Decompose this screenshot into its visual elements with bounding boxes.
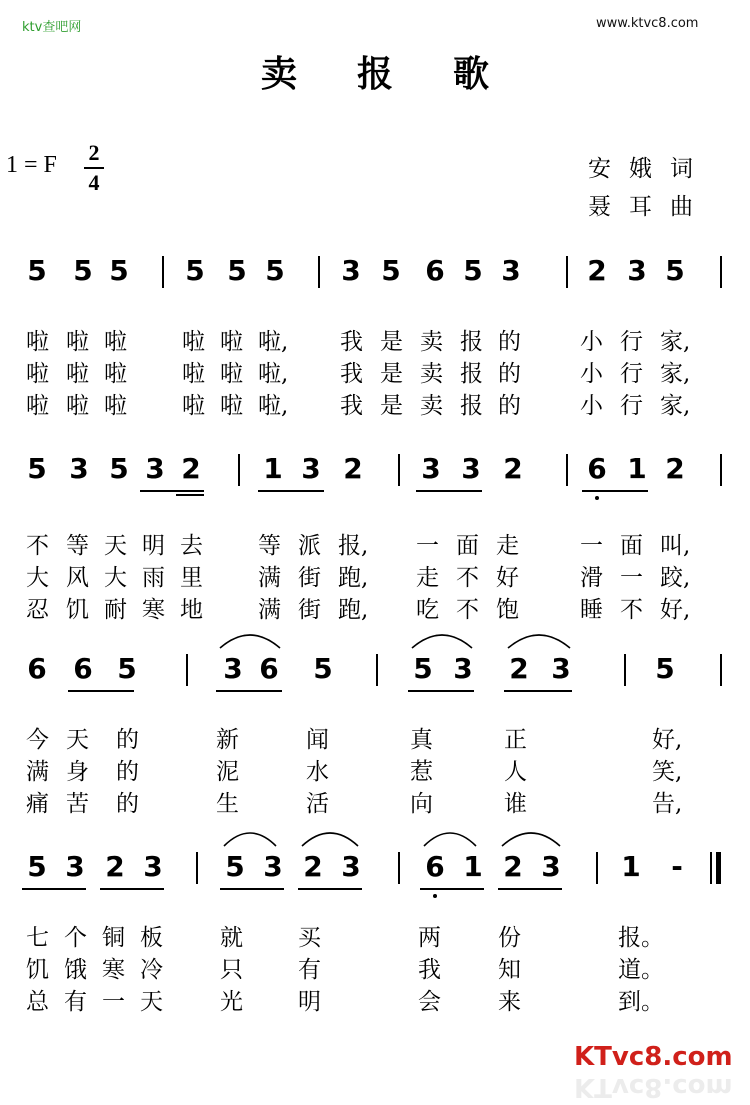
lyric-char: 忍: [26, 597, 49, 623]
lyric-char: 跑,: [338, 597, 369, 623]
lyric-char: 小: [580, 393, 603, 419]
note: 3: [263, 850, 283, 883]
lyric-char: 报: [460, 329, 483, 355]
note-dash: -: [671, 850, 683, 883]
lyric-char: 满: [258, 565, 281, 591]
lyric-char: 啦: [104, 329, 127, 355]
lyric-char: 买: [298, 925, 321, 951]
lyric-char: 总: [26, 989, 49, 1015]
site-watermark-right: www.ktvc8.com: [596, 16, 699, 31]
lyric-char: 就: [220, 925, 243, 951]
lyric-char: 份: [498, 925, 521, 951]
lyric-char: 滑: [580, 565, 603, 591]
underline: [582, 490, 648, 492]
lyric-char: 小: [580, 329, 603, 355]
lyric-char: 痛: [26, 791, 49, 817]
lyric-char: 大: [26, 565, 49, 591]
lyric-char: 睡: [580, 597, 603, 623]
bar-line: [162, 256, 164, 288]
note: 5: [27, 850, 47, 883]
lyric-char: 啦: [104, 361, 127, 387]
lyric-char: 天: [140, 989, 163, 1015]
lyric-char: 会: [418, 989, 441, 1015]
lyric-char: 啦: [66, 329, 89, 355]
lyric-char: 我: [340, 393, 363, 419]
lyric-char: 饥: [26, 957, 49, 983]
lyric-char: 两: [418, 925, 441, 951]
lyric-char: 等: [66, 533, 89, 559]
lyric-char: 一: [102, 989, 125, 1015]
lyric-char: 一: [416, 533, 439, 559]
lyric-char: 的: [116, 759, 139, 785]
note: 6: [27, 652, 47, 685]
note: 5: [227, 254, 247, 287]
note: 6: [587, 452, 607, 485]
lyric-char: 水: [306, 759, 329, 785]
note: 3: [541, 850, 561, 883]
song-title: 卖报歌: [260, 54, 549, 95]
lyric-char: 跑,: [338, 565, 369, 591]
slur-mark: [300, 826, 360, 848]
lyric-char: 到。: [618, 989, 664, 1015]
note: 5: [73, 254, 93, 287]
lyric-char: 我: [340, 361, 363, 387]
note: 1: [463, 850, 483, 883]
bar-line: [566, 256, 568, 288]
note: 2: [587, 254, 607, 287]
bar-line: [566, 454, 568, 486]
lyric-char: 正: [504, 727, 527, 753]
lyric-char: 啦: [220, 361, 243, 387]
lyric-char: 铜: [102, 925, 125, 951]
lyric-char: 好: [496, 565, 519, 591]
low-octave-dot: [433, 894, 437, 898]
lyric-char: 生: [216, 791, 239, 817]
slur-mark: [410, 628, 474, 650]
site-watermark-left: ktv查吧网: [22, 20, 82, 35]
lyric-char: 我: [340, 329, 363, 355]
note: 1: [621, 850, 641, 883]
lyric-char: 饿: [64, 957, 87, 983]
note: 5: [381, 254, 401, 287]
lyric-char: 啦: [104, 393, 127, 419]
note: 5: [117, 652, 137, 685]
lyric-char: 啦: [182, 393, 205, 419]
bar-line: [710, 852, 712, 884]
lyric-char: 个: [64, 925, 87, 951]
lyric-char: 啦: [182, 361, 205, 387]
note: 5: [413, 652, 433, 685]
note: 5: [463, 254, 483, 287]
lyric-char: 冷: [140, 957, 163, 983]
note: 5: [655, 652, 675, 685]
lyricist-credit: 安娥词: [588, 156, 711, 182]
lyric-char: 啦,: [258, 393, 289, 419]
underline: [22, 888, 86, 890]
lyric-char: 饥: [66, 597, 89, 623]
lyric-char: 七: [26, 925, 49, 951]
lyric-char: 板: [140, 925, 163, 951]
lyric-char: 啦: [66, 361, 89, 387]
underline: [220, 888, 284, 890]
lyric-char: 走: [496, 533, 519, 559]
lyric-char: 里: [180, 565, 203, 591]
note: 2: [665, 452, 685, 485]
lyric-char: 派: [298, 533, 321, 559]
composer-credit: 聂耳曲: [588, 194, 711, 220]
note: 3: [69, 452, 89, 485]
lyric-char: 有: [64, 989, 87, 1015]
time-signature-top: 2: [88, 140, 100, 165]
lyric-char: 身: [66, 759, 89, 785]
lyric-char: 报: [460, 361, 483, 387]
lyric-char: 小: [580, 361, 603, 387]
note: 2: [303, 850, 323, 883]
lyric-char: 的: [498, 393, 521, 419]
lyric-char: 告,: [652, 791, 683, 817]
underline: [68, 690, 134, 692]
note: 6: [73, 652, 93, 685]
lyric-char: 真: [410, 727, 433, 753]
lyric-char: 家,: [660, 329, 691, 355]
note: 5: [27, 254, 47, 287]
note: 2: [509, 652, 529, 685]
lyric-char: 行: [620, 329, 643, 355]
final-bar-line: [716, 852, 721, 884]
lyric-char: 行: [620, 361, 643, 387]
lyric-char: 是: [380, 329, 403, 355]
note: 5: [265, 254, 285, 287]
note: 3: [223, 652, 243, 685]
slur-mark: [222, 826, 278, 848]
lyric-char: 报: [460, 393, 483, 419]
lyric-char: 光: [220, 989, 243, 1015]
underline: [408, 690, 474, 692]
lyric-char: 一: [620, 565, 643, 591]
note: 6: [425, 850, 445, 883]
lyric-char: 寒: [142, 597, 165, 623]
lyric-char: 街: [298, 565, 321, 591]
lyric-char: 不: [456, 565, 479, 591]
bar-line: [624, 654, 626, 686]
notation-row-2: [0, 452, 750, 492]
bar-line: [720, 256, 722, 288]
lyric-char: 是: [380, 361, 403, 387]
lyric-char: 新: [216, 727, 239, 753]
lyric-char: 笑,: [652, 759, 683, 785]
note: 5: [225, 850, 245, 883]
bar-line: [196, 852, 198, 884]
underline: [504, 690, 572, 692]
underline: [140, 490, 204, 492]
lyric-char: 去: [180, 533, 203, 559]
lyric-char: 不: [26, 533, 49, 559]
lyric-char: 雨: [142, 565, 165, 591]
lyric-char: 家,: [660, 361, 691, 387]
note: 3: [551, 652, 571, 685]
note: 6: [425, 254, 445, 287]
lyric-char: 啦: [182, 329, 205, 355]
lyric-char: 地: [180, 597, 203, 623]
lyric-char: 的: [116, 727, 139, 753]
lyric-char: 是: [380, 393, 403, 419]
lyric-char: 等: [258, 533, 281, 559]
lyric-char: 惹: [410, 759, 433, 785]
note: 2: [343, 452, 363, 485]
bar-line: [596, 852, 598, 884]
underline: [176, 494, 204, 496]
bar-line: [376, 654, 378, 686]
note: 5: [665, 254, 685, 287]
lyric-char: 好,: [660, 597, 691, 623]
lyric-char: 的: [498, 361, 521, 387]
lyric-char: 啦: [220, 393, 243, 419]
site-logo-reflection: KTvc8.com: [574, 1072, 733, 1102]
lyric-char: 有: [298, 957, 321, 983]
note: 2: [503, 452, 523, 485]
lyric-char: 向: [410, 791, 433, 817]
lyric-char: 行: [620, 393, 643, 419]
underline: [420, 888, 484, 890]
site-logo: KTvc8.com: [574, 1042, 733, 1072]
note: 2: [181, 452, 201, 485]
time-signature: [84, 140, 104, 196]
lyric-char: 泥: [216, 759, 239, 785]
lyric-char: 吃: [416, 597, 439, 623]
lyric-char: 啦,: [258, 329, 289, 355]
lyric-char: 面: [620, 533, 643, 559]
note: 1: [263, 452, 283, 485]
lyric-char: 来: [498, 989, 521, 1015]
lyric-char: 啦: [66, 393, 89, 419]
note: 3: [143, 850, 163, 883]
lyric-char: 不: [620, 597, 643, 623]
lyric-char: 啦: [220, 329, 243, 355]
lyric-char: 今: [26, 727, 49, 753]
lyric-char: 耐: [104, 597, 127, 623]
notation-row-4: [0, 850, 750, 890]
low-octave-dot: [595, 496, 599, 500]
note: 3: [341, 254, 361, 287]
note: 3: [65, 850, 85, 883]
note: 3: [341, 850, 361, 883]
lyric-char: 的: [116, 791, 139, 817]
time-signature-bottom: 4: [88, 170, 100, 195]
note: 5: [109, 452, 129, 485]
bar-line: [398, 852, 400, 884]
lyric-char: 寒: [102, 957, 125, 983]
lyric-char: 一: [580, 533, 603, 559]
note: 5: [27, 452, 47, 485]
note: 3: [145, 452, 165, 485]
slur-mark: [218, 628, 282, 650]
note: 5: [109, 254, 129, 287]
bar-line: [186, 654, 188, 686]
notation-row-1: [0, 254, 750, 294]
lyric-char: 我: [418, 957, 441, 983]
key-signature: 1 = F: [6, 152, 57, 178]
bar-line: [398, 454, 400, 486]
time-signature-line: [84, 167, 104, 169]
lyric-char: 面: [456, 533, 479, 559]
note: 5: [313, 652, 333, 685]
lyric-char: 的: [498, 329, 521, 355]
lyric-char: 风: [66, 565, 89, 591]
bar-line: [318, 256, 320, 288]
underline: [216, 690, 282, 692]
lyric-char: 卖: [420, 361, 443, 387]
underline: [416, 490, 482, 492]
lyric-char: 活: [306, 791, 329, 817]
lyric-char: 走: [416, 565, 439, 591]
lyric-char: 不: [456, 597, 479, 623]
lyric-char: 明: [142, 533, 165, 559]
underline: [258, 490, 324, 492]
note: 3: [461, 452, 481, 485]
lyric-char: 明: [298, 989, 321, 1015]
lyric-char: 啦,: [258, 361, 289, 387]
underline: [100, 888, 164, 890]
lyric-char: 报。: [618, 925, 664, 951]
note: 3: [501, 254, 521, 287]
lyric-char: 好,: [652, 727, 683, 753]
note: 3: [453, 652, 473, 685]
lyric-char: 闻: [306, 727, 329, 753]
bar-line: [238, 454, 240, 486]
bar-line: [720, 454, 722, 486]
note: 3: [627, 254, 647, 287]
note: 1: [627, 452, 647, 485]
note: 5: [185, 254, 205, 287]
lyric-char: 啦: [26, 329, 49, 355]
underline: [298, 888, 362, 890]
lyric-char: 卖: [420, 329, 443, 355]
note: 2: [503, 850, 523, 883]
lyric-char: 大: [104, 565, 127, 591]
bar-line: [720, 654, 722, 686]
lyric-char: 街: [298, 597, 321, 623]
lyric-char: 报,: [338, 533, 369, 559]
lyric-char: 啦: [26, 393, 49, 419]
lyric-char: 道。: [618, 957, 664, 983]
lyric-char: 跤,: [660, 565, 691, 591]
lyric-char: 卖: [420, 393, 443, 419]
lyric-char: 啦: [26, 361, 49, 387]
note: 6: [259, 652, 279, 685]
note: 3: [421, 452, 441, 485]
notation-row-3: [0, 652, 750, 692]
slur-mark: [422, 826, 478, 848]
lyric-char: 满: [258, 597, 281, 623]
lyric-char: 饱: [496, 597, 519, 623]
slur-mark: [506, 628, 572, 650]
lyric-char: 叫,: [660, 533, 691, 559]
note: 2: [105, 850, 125, 883]
lyric-char: 满: [26, 759, 49, 785]
lyric-char: 只: [220, 957, 243, 983]
lyric-char: 人: [504, 759, 527, 785]
underline: [498, 888, 562, 890]
lyric-char: 苦: [66, 791, 89, 817]
slur-mark: [500, 826, 562, 848]
lyric-char: 天: [66, 727, 89, 753]
lyric-char: 谁: [504, 791, 527, 817]
lyric-char: 天: [104, 533, 127, 559]
lyric-char: 知: [498, 957, 521, 983]
lyric-char: 家,: [660, 393, 691, 419]
note: 3: [301, 452, 321, 485]
